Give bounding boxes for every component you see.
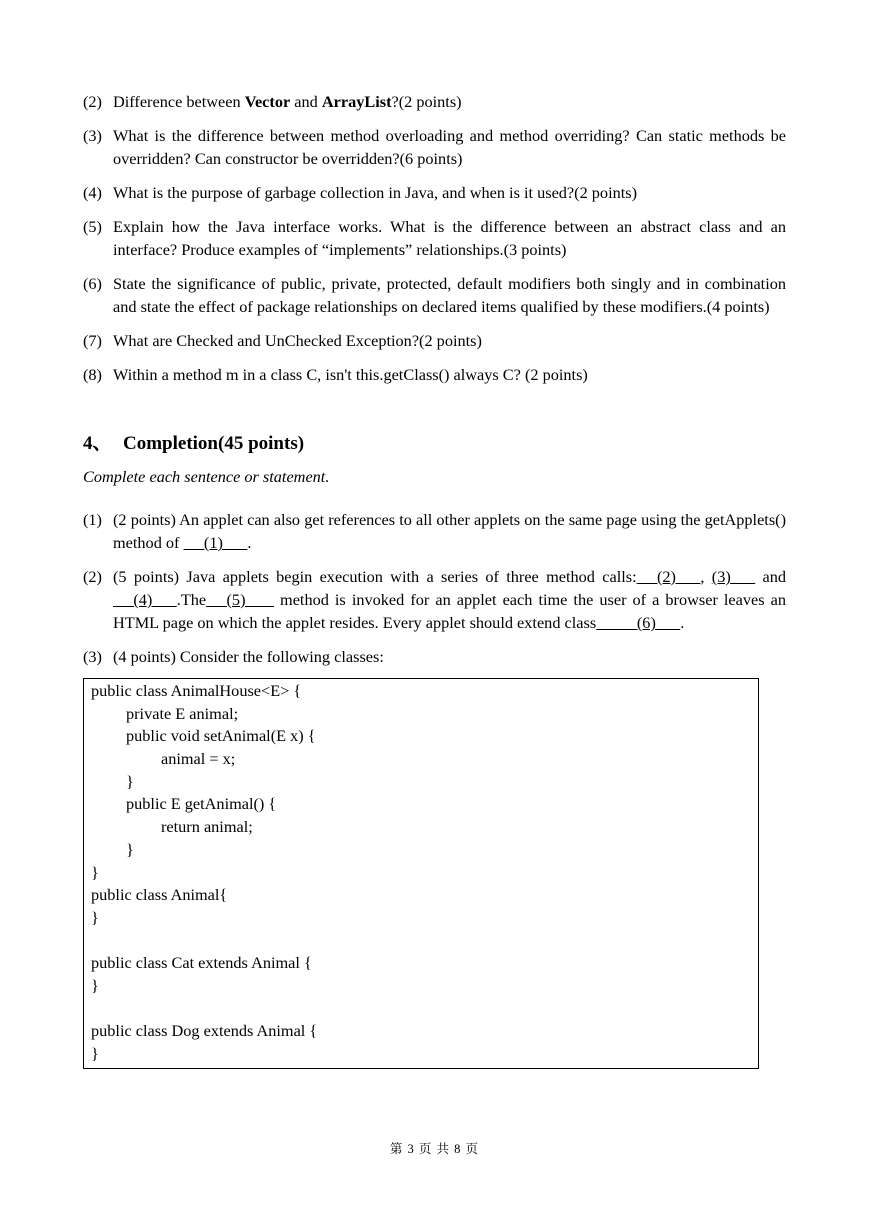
code-line: public class Dog extends Animal { <box>91 1021 318 1041</box>
completion-item <box>83 565 786 634</box>
code-line: public class AnimalHouse<E> { <box>91 681 302 700</box>
code-line: } <box>91 862 99 882</box>
code-line: animal = x; <box>161 749 236 769</box>
question-number: (3) <box>83 126 102 145</box>
code-line: } <box>91 1044 99 1063</box>
question-text: What is the purpose of garbage collection in Java, and when is it used?(2 points) <box>113 183 638 202</box>
question-text: What is the difference between method overloading and method overriding? Can static methods be overridden? Can constructor be overridden?(6 points) <box>113 126 786 168</box>
code-box <box>83 678 759 1069</box>
question-number: (2) <box>83 92 102 111</box>
question-text: Explain how the Java interface works. What is the difference between an abstract class and an interface? Produce examples of “implements” relationships.(3 points) <box>113 217 786 259</box>
question-text: What are Checked and UnChecked Exception?(2 points) <box>113 331 482 350</box>
question-text: (2 points) An applet can also get references to all other applets on the same page using the getApplets() method of (1) . <box>113 510 786 552</box>
completion-item <box>83 645 786 668</box>
question-text: Difference between Vector and ArrayList?(2 points) <box>113 92 462 111</box>
page-footer: 第 3 页 共 8 页 <box>389 1142 480 1156</box>
question-text: (5 points) Java applets begin execution with a series of three method calls: (2) , (3) and (4) .The (5) method is invoked for an applet each time the user of a browser leaves an HTML page on which the applet resides. Every applet should extend class (6) . <box>113 567 787 632</box>
code-line: public class Cat extends Animal { <box>91 953 312 973</box>
question-item <box>83 215 786 261</box>
answer-blank: (2) <box>636 567 701 586</box>
question-number: (7) <box>83 331 102 350</box>
code-line: return animal; <box>161 817 253 837</box>
question-item <box>83 124 786 170</box>
code-line: } <box>126 771 134 791</box>
question-number: (8) <box>83 365 102 384</box>
term-arraylist: ArrayList <box>321 92 392 111</box>
question-item <box>83 363 786 386</box>
code-line <box>91 998 751 1021</box>
code-line: } <box>91 975 99 995</box>
question-number: (6) <box>83 274 102 293</box>
code-line: } <box>126 839 134 859</box>
section-number: 4、 <box>83 433 112 454</box>
section-completion <box>83 431 786 1069</box>
question-number: (1) <box>83 510 102 529</box>
code-line: private E animal; <box>126 703 239 723</box>
answer-blank: (6) <box>596 613 681 632</box>
question-item <box>83 272 786 318</box>
code-line: public E getAnimal() { <box>126 794 277 814</box>
answer-blank: (4) <box>113 590 177 609</box>
question-number: (4) <box>83 183 102 202</box>
question-number: (5) <box>83 217 102 236</box>
question-text: (4 points) Consider the following classes: <box>113 647 384 666</box>
term-vector: Vector <box>244 92 291 111</box>
question-item <box>83 181 786 204</box>
code-line: public void setAnimal(E x) { <box>126 726 316 746</box>
section-instruction: Complete each sentence or statement. <box>83 467 330 486</box>
code-line <box>91 930 751 953</box>
question-number: (2) <box>83 567 102 586</box>
answer-blank: (5) <box>206 590 274 609</box>
question-text: Within a method m in a class C, isn't this.getClass() always C? (2 points) <box>113 365 588 384</box>
question-item <box>83 329 786 352</box>
answer-blank: (1) <box>183 533 248 552</box>
question-number: (3) <box>83 647 102 666</box>
question-item <box>83 90 786 113</box>
question-text: State the significance of public, private, protected, default modifiers both singly and in combination and state the effect of package relationships on declared items qualified by these modifiers.(4 points) <box>113 274 786 316</box>
answer-blank: (3) <box>711 567 756 586</box>
section-heading: Completion(45 points) <box>123 433 305 454</box>
code-line: public class Animal{ <box>91 885 228 905</box>
completion-item <box>83 508 786 554</box>
code-line: } <box>91 907 99 927</box>
exam-page <box>83 90 786 1069</box>
section-title <box>83 431 786 457</box>
